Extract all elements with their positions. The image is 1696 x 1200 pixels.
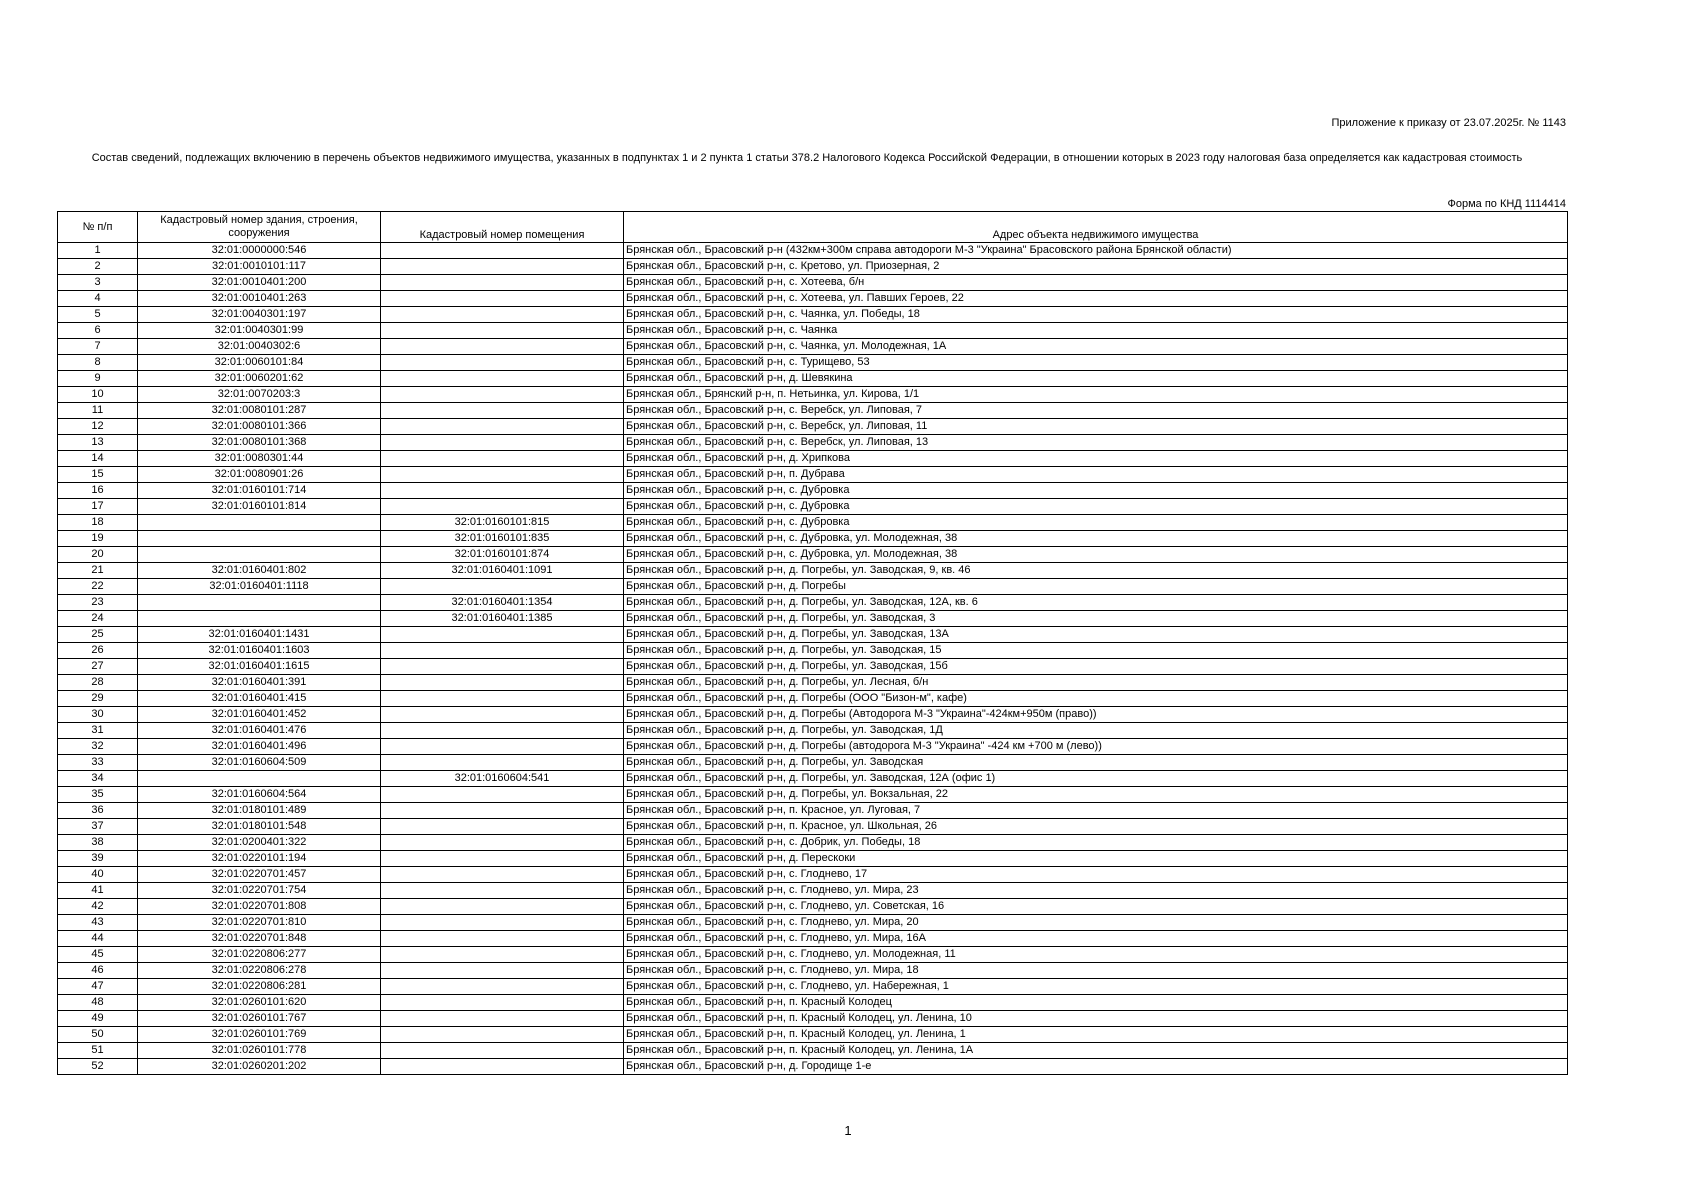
table-row [58, 675, 1568, 691]
premises-cadastral-cell [381, 979, 624, 995]
premises-cadastral-cell [381, 259, 624, 275]
building-cadastral-cell: 32:01:0160401:391 [138, 675, 381, 691]
address-cell: Брянская обл., Брасовский р-н, д. Погребы, ул. Заводская [624, 755, 1568, 771]
premises-cadastral-cell: 32:01:0160101:874 [381, 547, 624, 563]
table-row [58, 787, 1568, 803]
table-row [58, 323, 1568, 339]
building-cadastral-cell: 32:01:0160401:496 [138, 739, 381, 755]
premises-cadastral-cell [381, 467, 624, 483]
row-number-cell: 32 [58, 739, 138, 755]
building-cadastral-cell: 32:01:0220806:278 [138, 963, 381, 979]
premises-cadastral-cell: 32:01:0160101:835 [381, 531, 624, 547]
premises-cadastral-cell: 32:01:0160401:1385 [381, 611, 624, 627]
row-number-cell: 47 [58, 979, 138, 995]
address-cell: Брянская обл., Брасовский р-н, с. Дубровка, ул. Молодежная, 38 [624, 547, 1568, 563]
row-number-cell: 12 [58, 419, 138, 435]
address-cell: Брянская обл., Брасовский р-н, д. Погребы, ул. Заводская, 9, кв. 46 [624, 563, 1568, 579]
table-row [58, 963, 1568, 979]
premises-cadastral-cell: 32:01:0160401:1091 [381, 563, 624, 579]
building-cadastral-cell: 32:01:0180101:548 [138, 819, 381, 835]
building-cadastral-cell: 32:01:0040302:6 [138, 339, 381, 355]
row-number-cell: 51 [58, 1043, 138, 1059]
building-cadastral-cell: 32:01:0160401:1118 [138, 579, 381, 595]
table-row [58, 259, 1568, 275]
address-cell: Брянская обл., Брасовский р-н, д. Погребы, ул. Вокзальная, 22 [624, 787, 1568, 803]
building-cadastral-cell: 32:01:0160401:476 [138, 723, 381, 739]
address-cell: Брянская обл., Брасовский р-н, д. Погребы, ул. Заводская, 15 [624, 643, 1568, 659]
table-row [58, 483, 1568, 499]
premises-cadastral-cell [381, 403, 624, 419]
row-number-cell: 15 [58, 467, 138, 483]
building-cadastral-cell: 32:01:0220701:808 [138, 899, 381, 915]
row-number-cell: 49 [58, 1011, 138, 1027]
address-cell: Брянская обл., Брасовский р-н, с. Дубровка [624, 483, 1568, 499]
address-cell: Брянская обл., Брасовский р-н, д. Погребы, ул. Заводская, 1Д [624, 723, 1568, 739]
premises-cadastral-cell [381, 739, 624, 755]
row-number-cell: 5 [58, 307, 138, 323]
row-number-cell: 44 [58, 931, 138, 947]
table-row [58, 419, 1568, 435]
table-row [58, 995, 1568, 1011]
row-number-cell: 50 [58, 1027, 138, 1043]
premises-cadastral-cell [381, 1011, 624, 1027]
table-row [58, 291, 1568, 307]
address-cell: Брянская обл., Брасовский р-н, д. Городище 1-е [624, 1059, 1568, 1075]
table-row [58, 243, 1568, 259]
building-cadastral-cell: 32:01:0160604:564 [138, 787, 381, 803]
property-table [57, 211, 1568, 1075]
form-code: Форма по КНД 1114414 [1447, 198, 1566, 210]
row-number-cell: 31 [58, 723, 138, 739]
address-cell: Брянская обл., Брасовский р-н, д. Погребы, ул. Заводская, 15б [624, 659, 1568, 675]
building-cadastral-cell: 32:01:0220701:457 [138, 867, 381, 883]
table-row [58, 931, 1568, 947]
table-row [58, 723, 1568, 739]
table-row [58, 659, 1568, 675]
premises-cadastral-cell [381, 355, 624, 371]
building-cadastral-cell: 32:01:0260101:767 [138, 1011, 381, 1027]
row-number-cell: 40 [58, 867, 138, 883]
building-cadastral-cell: 32:01:0080301:44 [138, 451, 381, 467]
address-cell: Брянская обл., Брасовский р-н, д. Погребы [624, 579, 1568, 595]
row-number-cell: 17 [58, 499, 138, 515]
row-number-cell: 29 [58, 691, 138, 707]
premises-cadastral-cell [381, 579, 624, 595]
premises-cadastral-cell [381, 835, 624, 851]
premises-cadastral-cell [381, 1043, 624, 1059]
row-number-cell: 1 [58, 243, 138, 259]
address-cell: Брянская обл., Брасовский р-н, д. Перескоки [624, 851, 1568, 867]
table-row [58, 819, 1568, 835]
table-row [58, 355, 1568, 371]
table-row [58, 643, 1568, 659]
row-number-cell: 14 [58, 451, 138, 467]
row-number-cell: 36 [58, 803, 138, 819]
premises-cadastral-cell [381, 419, 624, 435]
premises-cadastral-cell [381, 931, 624, 947]
premises-cadastral-cell [381, 691, 624, 707]
column-header-number: № п/п [58, 212, 138, 243]
premises-cadastral-cell [381, 963, 624, 979]
table-row [58, 691, 1568, 707]
address-cell: Брянская обл., Брасовский р-н, п. Красное, ул. Луговая, 7 [624, 803, 1568, 819]
row-number-cell: 27 [58, 659, 138, 675]
address-cell: Брянская обл., Брасовский р-н, с. Веребск, ул. Липовая, 7 [624, 403, 1568, 419]
address-cell: Брянская обл., Брасовский р-н, д. Погребы (автодорога М-3 "Украина" -424 км +700 м (лево)) [624, 739, 1568, 755]
table-row [58, 947, 1568, 963]
premises-cadastral-cell [381, 755, 624, 771]
premises-cadastral-cell [381, 851, 624, 867]
address-cell: Брянская обл., Брасовский р-н, с. Дубровка, ул. Молодежная, 38 [624, 531, 1568, 547]
row-number-cell: 41 [58, 883, 138, 899]
table-row [58, 1011, 1568, 1027]
table-row [58, 611, 1568, 627]
row-number-cell: 33 [58, 755, 138, 771]
row-number-cell: 43 [58, 915, 138, 931]
address-cell: Брянская обл., Брасовский р-н, д. Погребы, ул. Заводская, 12А (офис 1) [624, 771, 1568, 787]
address-cell: Брянская обл., Брянский р-н, п. Нетьинка, ул. Кирова, 1/1 [624, 387, 1568, 403]
row-number-cell: 37 [58, 819, 138, 835]
address-cell: Брянская обл., Брасовский р-н, с. Веребск, ул. Липовая, 11 [624, 419, 1568, 435]
table-row [58, 979, 1568, 995]
address-cell: Брянская обл., Брасовский р-н, д. Погребы (ООО "Бизон-м", кафе) [624, 691, 1568, 707]
premises-cadastral-cell [381, 947, 624, 963]
premises-cadastral-cell [381, 675, 624, 691]
row-number-cell: 23 [58, 595, 138, 611]
premises-cadastral-cell [381, 323, 624, 339]
address-cell: Брянская обл., Брасовский р-н, п. Красный Колодец [624, 995, 1568, 1011]
address-cell: Брянская обл., Брасовский р-н, с. Добрик, ул. Победы, 18 [624, 835, 1568, 851]
table-row [58, 579, 1568, 595]
row-number-cell: 24 [58, 611, 138, 627]
table-row [58, 531, 1568, 547]
table-row [58, 1059, 1568, 1075]
premises-cadastral-cell [381, 291, 624, 307]
table-row [58, 883, 1568, 899]
row-number-cell: 8 [58, 355, 138, 371]
address-cell: Брянская обл., Брасовский р-н, д. Погребы, ул. Лесная, б/н [624, 675, 1568, 691]
address-cell: Брянская обл., Брасовский р-н, п. Красный Колодец, ул. Ленина, 10 [624, 1011, 1568, 1027]
address-cell: Брянская обл., Брасовский р-н, с. Глоднево, ул. Мира, 18 [624, 963, 1568, 979]
address-cell: Брянская обл., Брасовский р-н, с. Хотеева, б/н [624, 275, 1568, 291]
building-cadastral-cell: 32:01:0260201:202 [138, 1059, 381, 1075]
premises-cadastral-cell [381, 723, 624, 739]
premises-cadastral-cell [381, 883, 624, 899]
building-cadastral-cell: 32:01:0080901:26 [138, 467, 381, 483]
premises-cadastral-cell [381, 339, 624, 355]
address-cell: Брянская обл., Брасовский р-н, п. Красное, ул. Школьная, 26 [624, 819, 1568, 835]
address-cell: Брянская обл., Брасовский р-н, с. Кретово, ул. Приозерная, 2 [624, 259, 1568, 275]
address-cell: Брянская обл., Брасовский р-н, д. Погребы, ул. Заводская, 12А, кв. 6 [624, 595, 1568, 611]
row-number-cell: 48 [58, 995, 138, 1011]
row-number-cell: 20 [58, 547, 138, 563]
building-cadastral-cell: 32:01:0200401:322 [138, 835, 381, 851]
premises-cadastral-cell [381, 803, 624, 819]
building-cadastral-cell [138, 771, 381, 787]
table-row [58, 915, 1568, 931]
table-body [58, 243, 1568, 1075]
premises-cadastral-cell [381, 627, 624, 643]
building-cadastral-cell: 32:01:0160101:814 [138, 499, 381, 515]
premises-cadastral-cell: 32:01:0160101:815 [381, 515, 624, 531]
annex-reference: Приложение к приказу от 23.07.2025г. № 1143 [1331, 117, 1566, 129]
building-cadastral-cell [138, 547, 381, 563]
building-cadastral-cell: 32:01:0070203:3 [138, 387, 381, 403]
row-number-cell: 11 [58, 403, 138, 419]
table-row [58, 755, 1568, 771]
address-cell: Брянская обл., Брасовский р-н, д. Шевякина [624, 371, 1568, 387]
address-cell: Брянская обл., Брасовский р-н, д. Погребы, ул. Заводская, 13А [624, 627, 1568, 643]
premises-cadastral-cell [381, 387, 624, 403]
table-row [58, 547, 1568, 563]
table-row [58, 867, 1568, 883]
building-cadastral-cell: 32:01:0160401:802 [138, 563, 381, 579]
address-cell: Брянская обл., Брасовский р-н, с. Хотеева, ул. Павших Героев, 22 [624, 291, 1568, 307]
table-row [58, 499, 1568, 515]
premises-cadastral-cell [381, 707, 624, 723]
table-row [58, 771, 1568, 787]
row-number-cell: 7 [58, 339, 138, 355]
address-cell: Брянская обл., Брасовский р-н, с. Глоднево, ул. Мира, 16А [624, 931, 1568, 947]
row-number-cell: 26 [58, 643, 138, 659]
column-header-premises-cadastral: Кадастровый номер помещения [381, 212, 624, 243]
row-number-cell: 52 [58, 1059, 138, 1075]
table-row [58, 403, 1568, 419]
table-row [58, 435, 1568, 451]
building-cadastral-cell: 32:01:0160401:452 [138, 707, 381, 723]
address-cell: Брянская обл., Брасовский р-н, с. Глоднево, ул. Молодежная, 11 [624, 947, 1568, 963]
address-cell: Брянская обл., Брасовский р-н, с. Дубровка [624, 515, 1568, 531]
row-number-cell: 4 [58, 291, 138, 307]
building-cadastral-cell: 32:01:0000000:546 [138, 243, 381, 259]
address-cell: Брянская обл., Брасовский р-н, с. Дубровка [624, 499, 1568, 515]
column-header-building-cadastral: Кадастровый номер здания, строения, сооружения [138, 212, 381, 243]
table-row [58, 595, 1568, 611]
row-number-cell: 35 [58, 787, 138, 803]
premises-cadastral-cell [381, 483, 624, 499]
address-cell: Брянская обл., Брасовский р-н, д. Погребы (Автодорога М-3 "Украина"-424км+950м (право)) [624, 707, 1568, 723]
building-cadastral-cell: 32:01:0260101:778 [138, 1043, 381, 1059]
row-number-cell: 39 [58, 851, 138, 867]
premises-cadastral-cell [381, 995, 624, 1011]
table-row [58, 1027, 1568, 1043]
table-row [58, 1043, 1568, 1059]
building-cadastral-cell: 32:01:0060101:84 [138, 355, 381, 371]
table-row [58, 387, 1568, 403]
premises-cadastral-cell [381, 243, 624, 259]
page-number: 1 [844, 1123, 852, 1138]
building-cadastral-cell: 32:01:0010101:117 [138, 259, 381, 275]
row-number-cell: 10 [58, 387, 138, 403]
row-number-cell: 25 [58, 627, 138, 643]
building-cadastral-cell: 32:01:0080101:287 [138, 403, 381, 419]
document-title: Состав сведений, подлежащих включению в перечень объектов недвижимого имущества, указанных в подпунктах 1 и 2 пункта 1 статьи 378.2 Налогового Кодекса Российской Федерации, в отношении которых в 2023 году налоговая база определяется как кадастровая стоимость [91, 152, 1523, 164]
premises-cadastral-cell [381, 899, 624, 915]
address-cell: Брянская обл., Брасовский р-н, п. Дубрава [624, 467, 1568, 483]
building-cadastral-cell: 32:01:0220806:277 [138, 947, 381, 963]
building-cadastral-cell: 32:01:0260101:620 [138, 995, 381, 1011]
row-number-cell: 19 [58, 531, 138, 547]
building-cadastral-cell: 32:01:0160401:1615 [138, 659, 381, 675]
building-cadastral-cell: 32:01:0220101:194 [138, 851, 381, 867]
table-row [58, 307, 1568, 323]
premises-cadastral-cell [381, 499, 624, 515]
premises-cadastral-cell [381, 307, 624, 323]
building-cadastral-cell: 32:01:0260101:769 [138, 1027, 381, 1043]
building-cadastral-cell: 32:01:0220806:281 [138, 979, 381, 995]
premises-cadastral-cell: 32:01:0160604:541 [381, 771, 624, 787]
premises-cadastral-cell [381, 451, 624, 467]
row-number-cell: 13 [58, 435, 138, 451]
row-number-cell: 45 [58, 947, 138, 963]
building-cadastral-cell: 32:01:0160101:714 [138, 483, 381, 499]
building-cadastral-cell: 32:01:0160401:1431 [138, 627, 381, 643]
building-cadastral-cell: 32:01:0160401:1603 [138, 643, 381, 659]
table-row [58, 899, 1568, 915]
premises-cadastral-cell [381, 787, 624, 803]
building-cadastral-cell: 32:01:0220701:810 [138, 915, 381, 931]
premises-cadastral-cell [381, 435, 624, 451]
row-number-cell: 46 [58, 963, 138, 979]
address-cell: Брянская обл., Брасовский р-н, с. Глоднево, ул. Набережная, 1 [624, 979, 1568, 995]
building-cadastral-cell: 32:01:0160401:415 [138, 691, 381, 707]
table-row [58, 467, 1568, 483]
row-number-cell: 6 [58, 323, 138, 339]
premises-cadastral-cell [381, 819, 624, 835]
address-cell: Брянская обл., Брасовский р-н, с. Чаянка, ул. Молодежная, 1А [624, 339, 1568, 355]
building-cadastral-cell [138, 515, 381, 531]
address-cell: Брянская обл., Брасовский р-н, с. Глоднево, ул. Советская, 16 [624, 899, 1568, 915]
address-cell: Брянская обл., Брасовский р-н, с. Чаянка, ул. Победы, 18 [624, 307, 1568, 323]
address-cell: Брянская обл., Брасовский р-н, п. Красный Колодец, ул. Ленина, 1 [624, 1027, 1568, 1043]
table-row [58, 851, 1568, 867]
address-cell: Брянская обл., Брасовский р-н, с. Чаянка [624, 323, 1568, 339]
table-row [58, 627, 1568, 643]
address-cell: Брянская обл., Брасовский р-н, с. Глоднево, ул. Мира, 23 [624, 883, 1568, 899]
address-cell: Брянская обл., Брасовский р-н, с. Глоднево, ул. Мира, 20 [624, 915, 1568, 931]
building-cadastral-cell [138, 531, 381, 547]
table-row [58, 739, 1568, 755]
row-number-cell: 42 [58, 899, 138, 915]
row-number-cell: 3 [58, 275, 138, 291]
row-number-cell: 30 [58, 707, 138, 723]
building-cadastral-cell: 32:01:0220701:848 [138, 931, 381, 947]
building-cadastral-cell: 32:01:0010401:200 [138, 275, 381, 291]
premises-cadastral-cell [381, 867, 624, 883]
table-row [58, 371, 1568, 387]
premises-cadastral-cell [381, 659, 624, 675]
row-number-cell: 34 [58, 771, 138, 787]
table-row [58, 803, 1568, 819]
table-row [58, 563, 1568, 579]
column-header-address: Адрес объекта недвижимого имущества [624, 212, 1568, 243]
address-cell: Брянская обл., Брасовский р-н, с. Турищево, 53 [624, 355, 1568, 371]
premises-cadastral-cell [381, 371, 624, 387]
table-row [58, 707, 1568, 723]
building-cadastral-cell: 32:01:0180101:489 [138, 803, 381, 819]
address-cell: Брянская обл., Брасовский р-н, д. Погребы, ул. Заводская, 3 [624, 611, 1568, 627]
building-cadastral-cell: 32:01:0040301:197 [138, 307, 381, 323]
building-cadastral-cell: 32:01:0040301:99 [138, 323, 381, 339]
premises-cadastral-cell [381, 1059, 624, 1075]
building-cadastral-cell: 32:01:0160604:509 [138, 755, 381, 771]
table-row [58, 515, 1568, 531]
row-number-cell: 2 [58, 259, 138, 275]
address-cell: Брянская обл., Брасовский р-н, с. Веребск, ул. Липовая, 13 [624, 435, 1568, 451]
row-number-cell: 16 [58, 483, 138, 499]
address-cell: Брянская обл., Брасовский р-н, с. Глоднево, 17 [624, 867, 1568, 883]
address-cell: Брянская обл., Брасовский р-н (432км+300м справа автодороги М-3 "Украина" Брасовского района Брянской области) [624, 243, 1568, 259]
building-cadastral-cell [138, 611, 381, 627]
row-number-cell: 21 [58, 563, 138, 579]
table-row [58, 339, 1568, 355]
premises-cadastral-cell: 32:01:0160401:1354 [381, 595, 624, 611]
row-number-cell: 22 [58, 579, 138, 595]
building-cadastral-cell: 32:01:0080101:368 [138, 435, 381, 451]
premises-cadastral-cell [381, 643, 624, 659]
address-cell: Брянская обл., Брасовский р-н, д. Хрипкова [624, 451, 1568, 467]
premises-cadastral-cell [381, 915, 624, 931]
table-row [58, 275, 1568, 291]
premises-cadastral-cell [381, 275, 624, 291]
building-cadastral-cell: 32:01:0220701:754 [138, 883, 381, 899]
table-row [58, 835, 1568, 851]
address-cell: Брянская обл., Брасовский р-н, п. Красный Колодец, ул. Ленина, 1А [624, 1043, 1568, 1059]
building-cadastral-cell [138, 595, 381, 611]
row-number-cell: 9 [58, 371, 138, 387]
premises-cadastral-cell [381, 1027, 624, 1043]
row-number-cell: 28 [58, 675, 138, 691]
table-header-row [58, 212, 1568, 243]
row-number-cell: 18 [58, 515, 138, 531]
building-cadastral-cell: 32:01:0080101:366 [138, 419, 381, 435]
table-row [58, 451, 1568, 467]
building-cadastral-cell: 32:01:0060201:62 [138, 371, 381, 387]
building-cadastral-cell: 32:01:0010401:263 [138, 291, 381, 307]
row-number-cell: 38 [58, 835, 138, 851]
